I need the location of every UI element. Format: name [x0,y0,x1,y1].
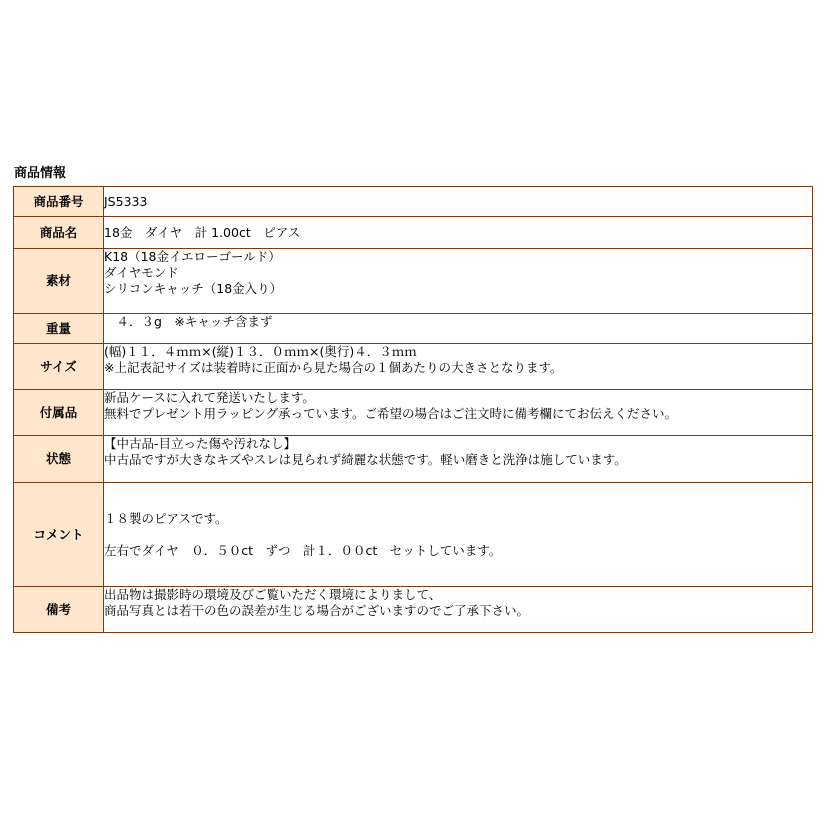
condition-line: 【中古品-目立った傷や汚れなし】 [104,436,297,451]
material-line: シリコンキャッチ（18金入り） [104,281,283,296]
table-row-accessories [14,390,813,436]
product-info-table [13,186,813,633]
label-material: 素材 [14,249,104,314]
table-row-size [14,344,813,390]
value-product-number [104,187,813,217]
label-weight: 重量 [14,314,104,344]
value-comment [104,483,813,587]
table-row-condition [14,436,813,483]
size-note: ※上記表記サイズは装着時に正面から見た場合の１個あたりの大きさとなります。 [104,360,563,375]
label-condition: 状態 [14,436,104,483]
weight-text: ４．３g ※キャッチ含まず [104,314,273,329]
value-weight [104,314,813,344]
label-notes: 備考 [14,587,104,633]
table-row-comment [14,483,813,587]
table-row-material [14,249,813,314]
value-notes [104,587,813,633]
product-name: 18金 ダイヤ 計 1.00ct ピアス [104,224,301,240]
label-product-name: 商品名 [14,217,104,249]
value-material [104,249,813,314]
product-number: JS5333 [104,193,148,209]
material-line: ダイヤモンド [104,265,179,280]
value-accessories [104,390,813,436]
notes-line: 出品物は撮影時の環境及びご覧いただく環境によりまして、 [104,587,442,602]
accessories-line: 新品ケースに入れて発送いたします。 [104,390,315,405]
value-condition [104,436,813,483]
notes-line: 商品写真とは若干の色の誤差が生じる場合がございますのでご了承下さい。 [104,603,530,618]
label-comment: コメント [14,483,104,587]
table-row-product-number [14,187,813,217]
comment-spacer [104,527,812,543]
comment-line: １８製のピアスです。 [104,510,228,526]
condition-line: 中古品ですが大きなキズやスレは見られず綺麗な状態です。軽い磨きと洗浄は施しています。 [104,452,627,467]
table-row-weight [14,314,813,344]
comment-line: 左右でダイヤ ０．５０ct ずつ 計１．００ct セットしています。 [104,542,502,558]
table-row-product-name [14,217,813,249]
label-size: サイズ [14,344,104,390]
material-line: K18（18金イエローゴールド） [104,249,281,264]
section-title: 商品情報 [14,166,67,181]
table-row-notes [14,587,813,633]
accessories-line: 無料でプレゼント用ラッピング承っています。ご希望の場合はご注文時に備考欄にてお伝えください。 [104,406,678,421]
label-accessories: 付属品 [14,390,104,436]
size-line: (幅)１１．４ｍｍ×(縦)１３．０ｍｍ×(奥行)４．３ｍｍ [104,344,417,359]
value-product-name [104,217,813,249]
label-product-number: 商品番号 [14,187,104,217]
value-size [104,344,813,390]
